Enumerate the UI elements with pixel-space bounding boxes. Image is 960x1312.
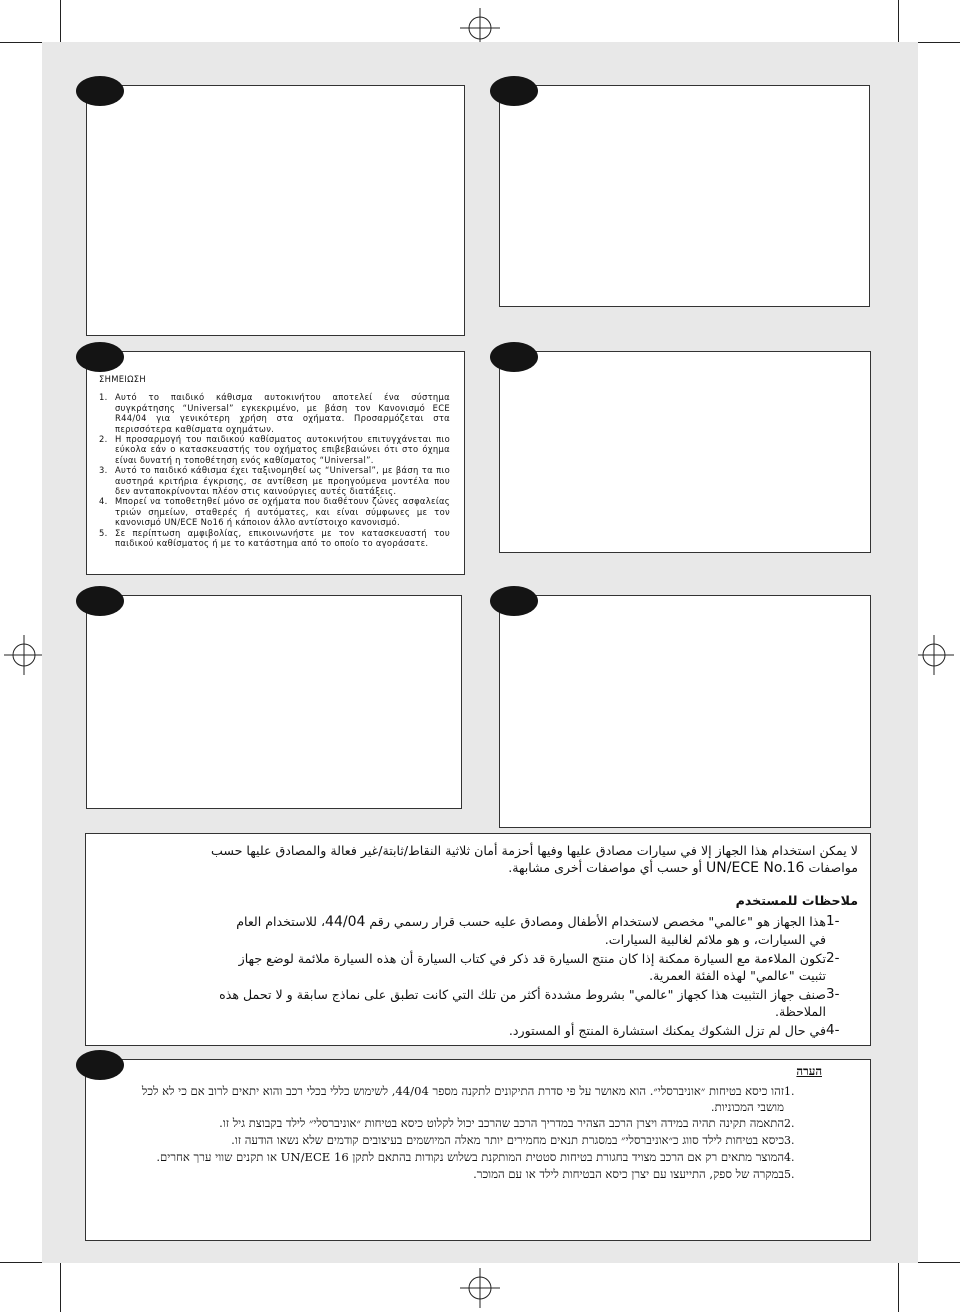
list-item (99, 392, 450, 434)
item-number: -3 (826, 986, 840, 1002)
item-line-1: في حال لم تزل الشكوك يمكنك استشارة المنتج أو المستورد. (508, 1023, 826, 1038)
item-text: במקרה של ספק, התייעצו עם יצרן כיסא הבטיחות לילד או עם המוכר. (473, 1166, 784, 1181)
item-line-2: تثبيت "عالمي" لهذه الفئة العمرية. (649, 968, 826, 983)
trim-mark-top-left-h (0, 42, 42, 43)
trim-mark-bottom-left-h (0, 1262, 42, 1263)
list-item (100, 986, 858, 1020)
greek-note-title: ΣΗΜΕΙΩΣΗ (99, 374, 146, 384)
registration-mark-right (914, 635, 954, 675)
list-item (114, 1167, 822, 1183)
item-line-1: تكون الملاءمة مع السيارة ممكنة إذا كان منتج السيارة قد ذكر في كتاب السيارة أن هذه السيارة ملائمة لوضع جهاز (238, 951, 826, 966)
list-item (114, 1084, 822, 1116)
item-number: -1 (826, 913, 840, 929)
list-item (114, 1116, 822, 1132)
item-number: 1. (99, 392, 108, 403)
item-text (100, 913, 826, 948)
list-item (114, 1150, 822, 1166)
language-tab-marker (490, 586, 538, 616)
item-line-1 (100, 913, 826, 931)
item-line-1: صنف جهاز التثبيت هذا كجهاز "عالمي" بشروط مشددة أكثر من تلك التي كانت تطبق على نماذج سابقة و لا تحمل هذه (219, 987, 826, 1002)
item-text (100, 986, 826, 1020)
item-line-1-tail: ، للاستخدام العام (236, 914, 326, 929)
list-item (100, 950, 858, 984)
language-tab-marker (490, 76, 538, 106)
list-item (99, 434, 450, 465)
registration-mark-bottom (460, 1268, 500, 1308)
item-text: כיסא בטיחות לילד סווג כ״אוניברסלי״ במסגרת תנאים מחמירים יותר מאלה המיושמים בעיצובים קודמים שלא נשאו הודעה זו. (231, 1133, 784, 1148)
registration-mark-left (4, 635, 44, 675)
blank-note-box-3 (499, 351, 871, 553)
arabic-intro-post: أو حسب أي مواصفات أخرى مشابهة. (508, 860, 703, 875)
greek-note-box (86, 351, 465, 575)
item-text: Αυτό το παιδικό κάθισμα αυτοκινήτου αποτελεί ένα σύστημα συγκράτησης “Universal” εγκεκριμένο, με βάση τον Κανονισμό ECE R44/04 για γενικότερη χρήση στα οχήματα. Προσαρμόζεται στα περισσότερα καθίσματα οχημάτων. (115, 392, 450, 434)
item-number: 2. (99, 434, 108, 445)
hebrew-note-box (85, 1059, 871, 1241)
trim-mark-bottom-left-v (60, 1263, 61, 1312)
item-number: .4 (784, 1150, 795, 1164)
arabic-intro-standard-code: UN/ECE No.16 (706, 860, 805, 876)
hebrew-note (86, 1060, 870, 1183)
language-tab-marker (76, 1050, 124, 1080)
item-text: Μπορεί να τοποθετηθεί μόνο σε οχήματα που διαθέτουν ζώνες ασφαλείας τριών σημείων, σταθερές ή αυτόματες, και είναι σύμφωνες με τον κανονισμό UN/ECE No16 ή κάποιον άλλο αντίστοιχο κανονισμό. (115, 496, 450, 528)
arabic-note (86, 834, 870, 1039)
arabic-intro-line-1: لا يمكن استخدام هذا الجهاز إلا في سيارات مصادق عليها وفيها أحزمة أمان ثلاثية النقاط/ثابتة/غير فعالة والمصادق عليها حسب (211, 843, 858, 858)
item-text: Η προσαρμογή του παιδικού καθίσματος αυτοκινήτου επιτυγχάνεται πιο εύκολα εάν ο κατασκευαστής του οχήματος επιβεβαιώνει ότι στο όχημα είναι δυνατή η τοποθέτηση ενός καθίσματος “Universal”. (115, 434, 450, 465)
list-item (100, 1022, 858, 1039)
item-text: זהו כיסא בטיחות ״אוניברסלי״. הוא מאושר על פי סדרת התיקונים לתקנה מספר 44/04, לשימוש כללי בכלי רכב והוא יתאים לרוב אם כי לא לכל מושבי המכוניות. (141, 1083, 784, 1114)
trim-mark-top-right-v (898, 0, 899, 42)
trim-mark-top-right-h (918, 42, 960, 43)
arabic-intro-line-2 (100, 859, 858, 877)
item-line-2: الملاحظة. (774, 1004, 826, 1019)
item-number: .5 (784, 1167, 795, 1181)
item-number: -4 (826, 1022, 840, 1038)
hebrew-note-heading: הערה (796, 1064, 822, 1078)
list-item (114, 1133, 822, 1149)
arabic-note-box (85, 833, 871, 1046)
item-text (100, 950, 826, 984)
item-text: Σε περίπτωση αμφιβολίας, επικοινωνήστε με τον κατασκευαστή του παιδικού καθίσματος ή με το κατάστημα από το οποίο το αγοράσατε. (115, 527, 450, 549)
blank-note-box-1 (86, 85, 465, 336)
item-number: -2 (826, 950, 840, 966)
list-item (99, 528, 450, 549)
trim-mark-bottom-right-h (918, 1262, 960, 1263)
item-number: .1 (784, 1084, 795, 1098)
item-number: 5. (99, 527, 108, 538)
trim-mark-bottom-right-v (898, 1263, 899, 1312)
item-number: 3. (99, 465, 108, 476)
blank-note-box-2 (499, 85, 870, 307)
list-item (99, 465, 450, 496)
list-item (99, 496, 450, 527)
arabic-intro-pre: مواصفات (808, 860, 858, 875)
regulation-number: 44/04 (325, 914, 366, 930)
item-line-1-text: هذا الجهاز هو "عالمي" مخصص لاستخدام الأطفال ومصادق عليه حسب قرار رسمي رقم (369, 914, 826, 929)
language-tab-marker (76, 76, 124, 106)
item-text: התאמה תקינה תהיה במידה ויצרן הרכב הצהיר במדריך הרכב שהרכב יכול לקלוט כיסא בטיחות ״אוניברסלי״ לילד בקבוצת גיל זו. (219, 1116, 784, 1131)
greek-note-list (99, 392, 450, 548)
item-number: .3 (784, 1134, 795, 1148)
item-line-2: في السيارات، و هو ملائم لغالبية السيارات. (604, 932, 826, 947)
item-text: המוצר מתאים רק אם הרכב מצויד בחגורת בטיחות סטטית המותקנת בשלוש נקודות בהתאם לתקן UN/ECE 16 או תקנים שווי ערך אחרים. (156, 1149, 784, 1164)
language-tab-marker (76, 586, 124, 616)
list-item (100, 913, 858, 948)
item-text (100, 1022, 826, 1039)
blank-note-box-4 (86, 595, 462, 809)
greek-note (87, 352, 464, 549)
arabic-note-heading: ملاحظات للمستخدم (735, 893, 858, 908)
blank-note-box-5 (499, 595, 871, 828)
trim-mark-top-left-v (60, 0, 61, 42)
language-tab-marker (76, 342, 124, 372)
item-text: Αυτό το παιδικό κάθισμα έχει ταξινομηθεί ως “Universal”, με βάση τα πιο αυστηρά κριτήρια έγκρισης, σε αντίθεση με προηγούμενα μοντέλα που δεν ανταποκρίνονται πλέον στις καινούργιες αυτές διατάξεις. (115, 465, 450, 497)
item-number: 4. (99, 496, 108, 507)
item-number: .2 (784, 1117, 795, 1131)
language-tab-marker (490, 342, 538, 372)
